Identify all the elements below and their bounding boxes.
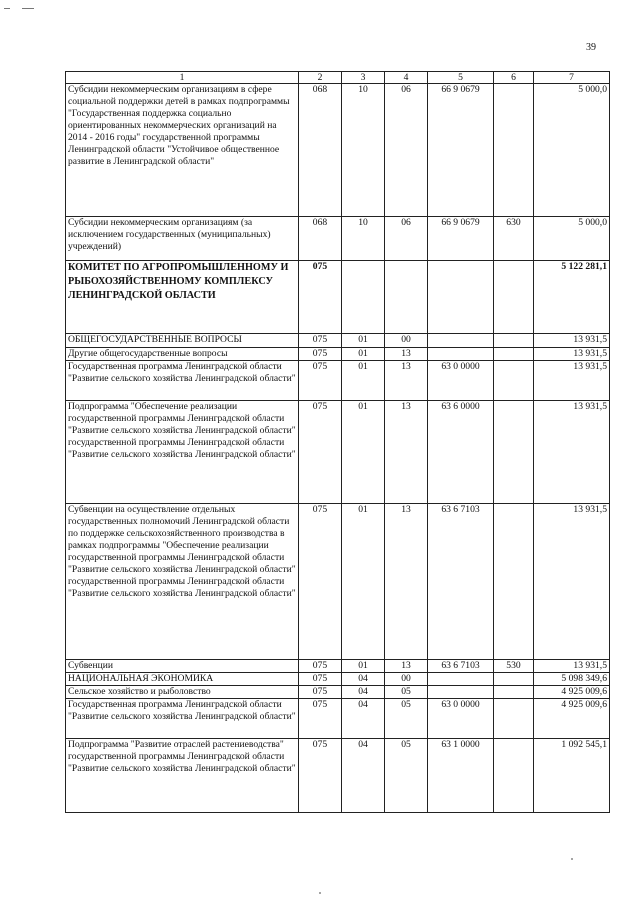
cell-target-article — [428, 686, 494, 699]
cell-subsection: 00 — [385, 334, 428, 348]
header-row — [66, 72, 610, 84]
cell-target-article — [428, 261, 494, 334]
cell-ministry: 075 — [299, 660, 342, 673]
column-header: 7 — [534, 72, 610, 84]
cell-target-article: 63 1 0000 — [428, 739, 494, 813]
cell-amount: 1 092 545,1 — [534, 739, 610, 813]
table-row — [66, 739, 610, 813]
cell-section: 01 — [342, 348, 385, 361]
table-row — [66, 401, 610, 504]
cell-subsection: 05 — [385, 739, 428, 813]
cell-target-article — [428, 673, 494, 686]
column-header: 1 — [66, 72, 299, 84]
cell-target-article: 63 0 0000 — [428, 699, 494, 739]
cell-expense-type — [494, 686, 534, 699]
cell-subsection: 00 — [385, 673, 428, 686]
row-name: Субсидии некоммерческим организациям (за исключением государственных (муниципальных) учреждений) — [66, 217, 299, 261]
cell-amount: 13 931,5 — [534, 504, 610, 660]
cell-section: 01 — [342, 361, 385, 401]
cell-section: 10 — [342, 217, 385, 261]
cell-subsection: 13 — [385, 361, 428, 401]
cell-ministry: 075 — [299, 261, 342, 334]
cell-target-article: 63 6 7103 — [428, 504, 494, 660]
table-row — [66, 686, 610, 699]
cell-subsection: 06 — [385, 217, 428, 261]
cell-ministry: 075 — [299, 699, 342, 739]
cell-amount: 13 931,5 — [534, 361, 610, 401]
cell-amount: 13 931,5 — [534, 660, 610, 673]
cell-expense-type — [494, 348, 534, 361]
row-name: Субвенции на осуществление отдельных государственных полномочий Ленинградской области по поддержке сельскохозяйственного производства в рамках подпрограммы "Обеспечение реализации государственной программы Ленинградской области "Развитие сельского хозяйства Ленинградской области" государственной программы Ленинградской области "Развитие сельского хозяйства Ленинградской области" — [66, 504, 299, 660]
cell-target-article: 63 6 0000 — [428, 401, 494, 504]
scan-mark — [4, 8, 10, 9]
row-name: Государственная программа Ленинградской области "Развитие сельского хозяйства Ленинградской области" — [66, 361, 299, 401]
column-header: 5 — [428, 72, 494, 84]
column-header: 2 — [299, 72, 342, 84]
cell-amount: 5 122 281,1 — [534, 261, 610, 334]
scan-dot — [319, 892, 321, 894]
table-row — [66, 261, 610, 334]
row-name: ОБЩЕГОСУДАРСТВЕННЫЕ ВОПРОСЫ — [66, 334, 299, 348]
cell-ministry: 068 — [299, 84, 342, 217]
row-name: Субвенции — [66, 660, 299, 673]
cell-section: 10 — [342, 84, 385, 217]
row-name: КОМИТЕТ ПО АГРОПРОМЫШЛЕННОМУ И РЫБОХОЗЯЙСТВЕННОМУ КОМПЛЕКСУ ЛЕНИНГРАДСКОЙ ОБЛАСТИ — [66, 261, 299, 334]
cell-target-article: 66 9 0679 — [428, 84, 494, 217]
cell-section: 01 — [342, 401, 385, 504]
cell-section: 01 — [342, 504, 385, 660]
table-row — [66, 348, 610, 361]
cell-subsection: 13 — [385, 401, 428, 504]
cell-amount: 13 931,5 — [534, 401, 610, 504]
cell-ministry: 075 — [299, 348, 342, 361]
column-header: 6 — [494, 72, 534, 84]
cell-section: 01 — [342, 334, 385, 348]
cell-expense-type — [494, 699, 534, 739]
table-row — [66, 84, 610, 217]
cell-expense-type: 630 — [494, 217, 534, 261]
cell-expense-type — [494, 401, 534, 504]
table-row — [66, 660, 610, 673]
cell-section — [342, 261, 385, 334]
cell-section: 04 — [342, 686, 385, 699]
cell-ministry: 075 — [299, 686, 342, 699]
cell-subsection: 13 — [385, 348, 428, 361]
cell-ministry: 075 — [299, 401, 342, 504]
cell-section: 04 — [342, 673, 385, 686]
cell-subsection: 05 — [385, 699, 428, 739]
row-name: Государственная программа Ленинградской области "Развитие сельского хозяйства Ленинградской области" — [66, 699, 299, 739]
table-row — [66, 673, 610, 686]
cell-target-article: 66 9 0679 — [428, 217, 494, 261]
row-name: Другие общегосударственные вопросы — [66, 348, 299, 361]
cell-ministry: 075 — [299, 334, 342, 348]
cell-target-article: 63 0 0000 — [428, 361, 494, 401]
cell-amount: 5 000,0 — [534, 217, 610, 261]
cell-section: 01 — [342, 660, 385, 673]
cell-ministry: 075 — [299, 739, 342, 813]
cell-amount: 13 931,5 — [534, 334, 610, 348]
table-row — [66, 504, 610, 660]
row-name: Сельское хозяйство и рыболовство — [66, 686, 299, 699]
table-row — [66, 334, 610, 348]
scan-mark — [22, 8, 34, 9]
cell-target-article: 63 6 7103 — [428, 660, 494, 673]
cell-ministry: 075 — [299, 673, 342, 686]
cell-amount: 5 098 349,6 — [534, 673, 610, 686]
cell-expense-type: 530 — [494, 660, 534, 673]
cell-subsection: 05 — [385, 686, 428, 699]
cell-ministry: 075 — [299, 361, 342, 401]
budget-table — [65, 71, 610, 813]
cell-expense-type — [494, 673, 534, 686]
cell-expense-type — [494, 504, 534, 660]
cell-expense-type — [494, 361, 534, 401]
row-name: Подпрограмма "Обеспечение реализации государственной программы Ленинградской области "Развитие сельского хозяйства Ленинградской области" государственной программы Ленинградской области "Развитие сельского хозяйства Ленинградской области" — [66, 401, 299, 504]
cell-ministry: 068 — [299, 217, 342, 261]
cell-expense-type — [494, 261, 534, 334]
column-header: 3 — [342, 72, 385, 84]
cell-amount: 13 931,5 — [534, 348, 610, 361]
row-name: Субсидии некоммерческим организациям в сфере социальной поддержки детей в рамках подпрограммы "Государственная поддержка социально ориентированных некоммерческих организаций на 2014 - 2016 годы" государственной программы Ленинградской области "Устойчивое общественное развитие в Ленинградской области" — [66, 84, 299, 217]
scan-dot — [571, 858, 573, 860]
cell-amount: 5 000,0 — [534, 84, 610, 217]
table-row — [66, 361, 610, 401]
cell-target-article — [428, 348, 494, 361]
cell-expense-type — [494, 84, 534, 217]
page-number: 39 — [586, 42, 596, 53]
cell-expense-type — [494, 334, 534, 348]
cell-section: 04 — [342, 699, 385, 739]
cell-subsection — [385, 261, 428, 334]
cell-expense-type — [494, 739, 534, 813]
cell-section: 04 — [342, 739, 385, 813]
table-row — [66, 217, 610, 261]
cell-subsection: 06 — [385, 84, 428, 217]
row-name: Подпрограмма "Развитие отраслей растениеводства" государственной программы Ленинградской области "Развитие сельского хозяйства Ленинградской области" — [66, 739, 299, 813]
cell-target-article — [428, 334, 494, 348]
cell-ministry: 075 — [299, 504, 342, 660]
row-name: НАЦИОНАЛЬНАЯ ЭКОНОМИКА — [66, 673, 299, 686]
cell-amount: 4 925 009,6 — [534, 699, 610, 739]
cell-subsection: 13 — [385, 660, 428, 673]
cell-amount: 4 925 009,6 — [534, 686, 610, 699]
cell-subsection: 13 — [385, 504, 428, 660]
table-row — [66, 699, 610, 739]
column-header: 4 — [385, 72, 428, 84]
